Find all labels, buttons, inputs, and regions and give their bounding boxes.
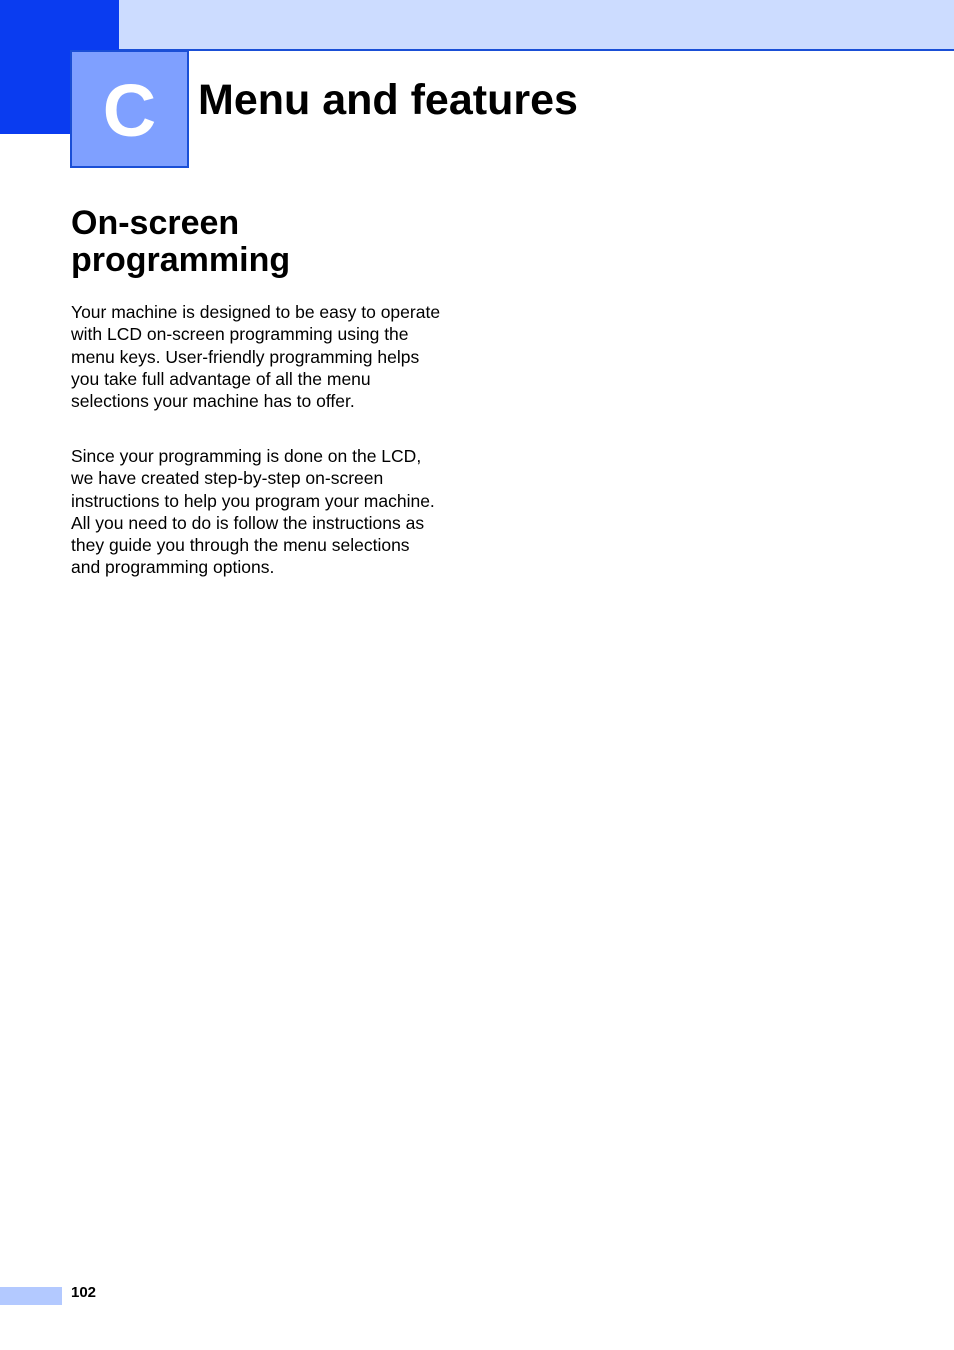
body-paragraph: Your machine is designed to be easy to operate with LCD on-screen programming using the menu keys. User-friendly programming helps you take full advantage of all the menu selections your machine has to offer. xyxy=(71,302,441,412)
body-paragraph: Since your programming is done on the LCD, we have created step-by-step on-screen instructions to help you program your machine. All you need to do is follow the instructions as they guide you through the menu selections and programming options. xyxy=(71,446,435,578)
section-heading xyxy=(71,205,451,279)
chapter-title: Menu and features xyxy=(198,76,578,124)
section-heading-line1: On-screen xyxy=(71,204,240,242)
chapter-letter: C xyxy=(102,69,157,152)
footer-bar xyxy=(0,1287,62,1305)
page-number: 102 xyxy=(71,1284,97,1301)
header-band xyxy=(118,0,954,51)
chapter-tab xyxy=(70,50,189,168)
section-heading-line2: programming xyxy=(71,241,291,279)
